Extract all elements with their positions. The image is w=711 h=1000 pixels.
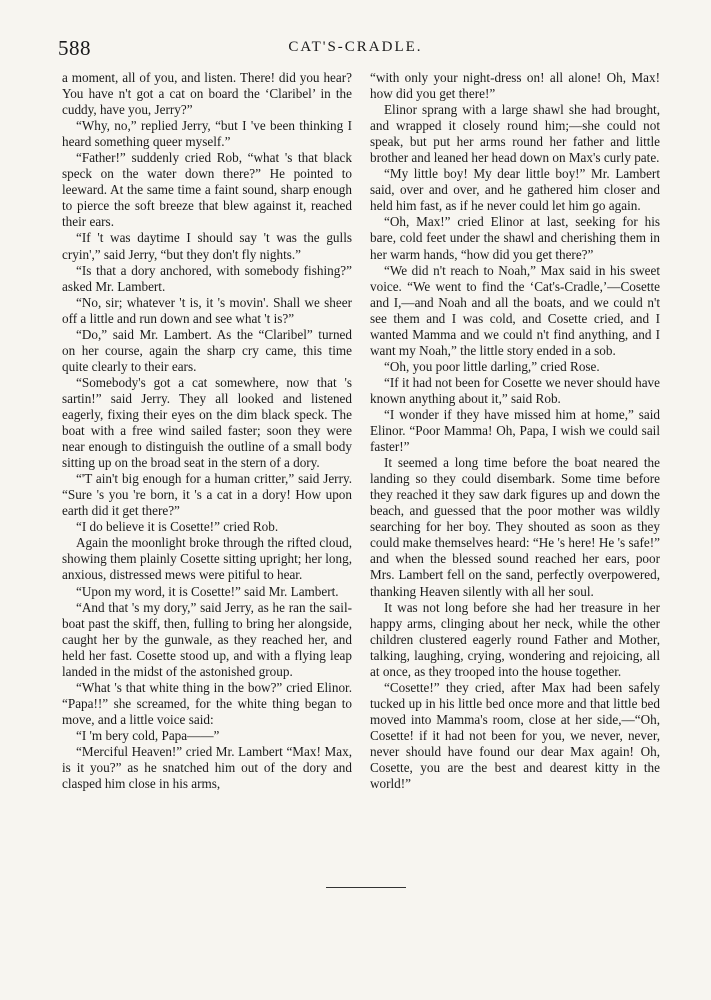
paragraph: “Merciful Heaven!” cried Mr. Lambert “Max! Max, is it you?” as he snatched him out of the dory and clasped him close in his arms, xyxy=(62,743,352,792)
paragraph: “with only your night-dress on! all alone! Oh, Max! how did you get there!” xyxy=(370,70,660,102)
paragraph: “My little boy! My dear little boy!” Mr. Lambert said, over and over, and he gathered him closer and held him fast, as if he never could let him go again. xyxy=(370,166,660,214)
paragraph: “Somebody's got a cat somewhere, now that 's sartin!” said Jerry. They all looked and listened eagerly, fixing their eyes on the dim black speck. The boat with a free wind sailed faster; soon they were near enough to distinguish the outline of a small body sitting up on the broad seat in the stern of a dory. xyxy=(62,374,352,471)
paragraph: It was not long before she had her treasure in her happy arms, clinging about her neck, while the other children clustered eagerly round Father and Mother, talking, laughing, crying, wondering and rejoicing, all at once, as they trooped into the house together. xyxy=(370,599,660,679)
paragraph: It seemed a long time before the boat neared the landing so they could disembark. Some time before they reached it they saw dark figures up and down the beach, and guessed that the poor mother was wildly searching for her boy. They shouted as soon as they could make themselves heard: “He 's here! He 's safe!” and when the blessed sound reached her ears, poor Mrs. Lambert fell on the sand, perfectly overpowered, thanking Heaven silently with all her soul. xyxy=(370,455,660,599)
paragraph: “We did n't reach to Noah,” Max said in his sweet voice. “We went to find the ‘Cat's-Cradle,’—Cosette and I,—and Noah and all the boats, and we could n't see them and I was cold, and Cosette cried, and I wanted Mamma and we could n't find anything, and I want my Noah,” the little story ended in a sob. xyxy=(370,262,660,358)
end-rule xyxy=(326,887,406,888)
paragraph: “Oh, Max!” cried Elinor at last, seeking for his bare, cold feet under the shawl and cherishing them in her warm hands, “how did you get there?” xyxy=(370,214,660,262)
right-column xyxy=(370,70,660,792)
paragraph: “No, sir; whatever 't is, it 's movin'. Shall we sheer off a little and run down and see what 't is?” xyxy=(62,294,352,326)
paragraph: “Is that a dory anchored, with somebody fishing?” asked Mr. Lambert. xyxy=(62,262,352,294)
paragraph: Again the moonlight broke through the rifted cloud, showing them plainly Cosette sitting upright; her long, anxious, distressed mews were pitiful to hear. xyxy=(62,535,352,583)
paragraph: “Oh, you poor little darling,” cried Rose. xyxy=(384,358,600,374)
paragraph: “Cosette!” they cried, after Max had been safely tucked up in his little bed once more and that little bed moved into Mamma's room, close at her side,—“Oh, Cosette! if it had not been for you, we never, never, never should have found our dear Max again! Oh, Cosette, you are the best and dearest kitty in the world!” xyxy=(370,679,660,792)
paragraph: Elinor sprang with a large shawl she had brought, and wrapped it closely round him;—she could not speak, but put her arms round her father and little brother and leaned her head down on Max's curly pate. xyxy=(370,102,660,166)
paragraph: “Father!” suddenly cried Rob, “what 's that black speck on the water down there?” He pointed to leeward. At the same time a faint sound, sharp enough to pierce the soft breeze that blew against it, reached their ears. xyxy=(62,150,352,230)
paragraph: “And that 's my dory,” said Jerry, as he ran the sail-boat past the skiff, then, fulling to bring her alongside, caught her by the gunwale, as they reached her, and held her fast. Cosette stood up, and with a flying leap landed in the midst of the astonished group. xyxy=(62,599,352,679)
paragraph: “If it had not been for Cosette we never should have known anything about it,” said Rob. xyxy=(370,374,660,406)
paragraph: a moment, all of you, and listen. There! did you hear? You have n't got a cat on board the ‘Claribel’ in the cuddy, have you, Jerry?” xyxy=(62,70,352,118)
running-title: CAT'S-CRADLE. xyxy=(288,39,423,55)
paragraph: “I 'm bery cold, Papa——” xyxy=(76,727,220,743)
paragraph: “I wonder if they have missed him at home,” said Elinor. “Poor Mamma! Oh, Papa, I wish we could sail faster!” xyxy=(370,406,660,455)
paragraph: “'T ain't big enough for a human critter,” said Jerry. “Sure 's you 're born, it 's a cat in a dory! How upon earth did it get there?” xyxy=(62,471,352,519)
left-column xyxy=(62,70,352,792)
paragraph: “What 's that white thing in the bow?” cried Elinor. “Papa!!” she screamed, for the white thing began to move, and a little voice said: xyxy=(62,679,352,727)
paragraph: “Why, no,” replied Jerry, “but I 've been thinking I heard something queer myself.” xyxy=(62,118,352,150)
paragraph: “I do believe it is Cosette!” cried Rob. xyxy=(76,519,279,535)
paragraph: “Do,” said Mr. Lambert. As the “Claribel” turned on her course, again the sharp cry came, this time quite clearly to their ears. xyxy=(62,326,352,374)
page-number: 588 xyxy=(58,36,91,60)
paragraph: “If 't was daytime I should say 't was the gulls cryin',” said Jerry, “but they don't fly nights.” xyxy=(62,230,352,262)
paragraph: “Upon my word, it is Cosette!” said Mr. Lambert. xyxy=(76,583,339,599)
